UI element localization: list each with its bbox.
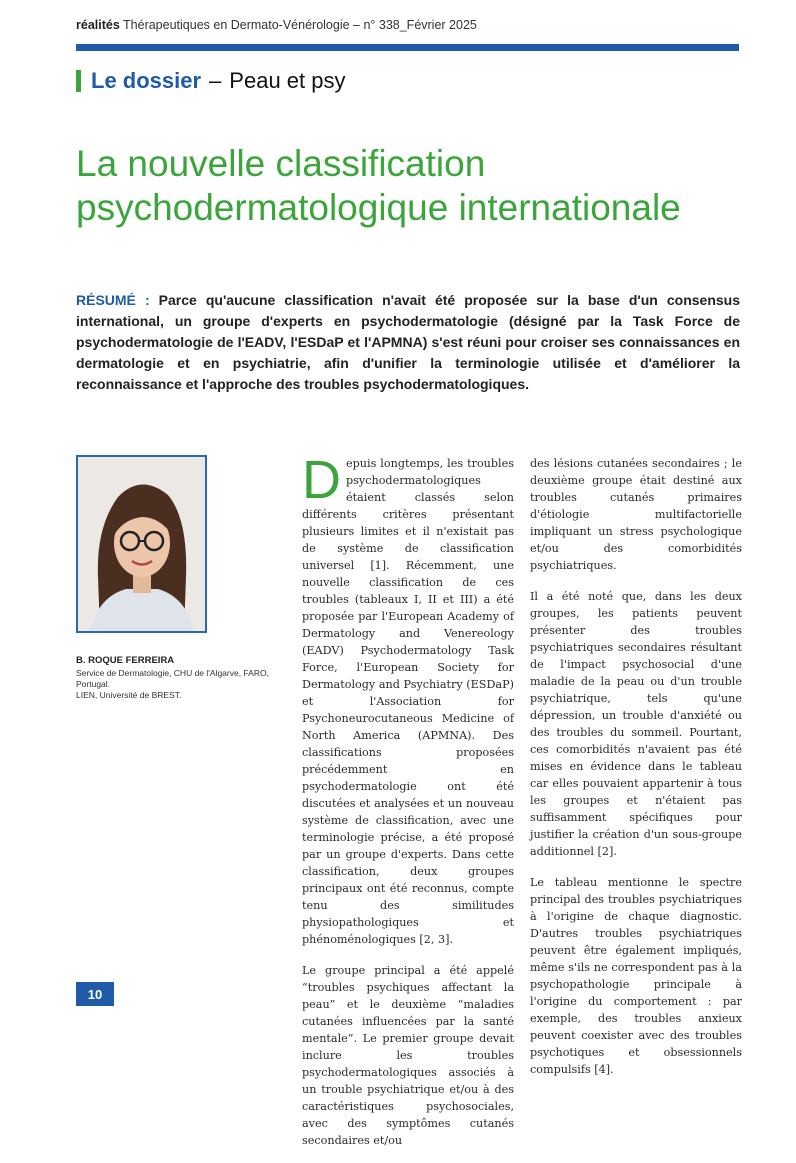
abstract [76, 290, 740, 395]
section-separator: – [209, 68, 222, 93]
author-portrait [78, 457, 205, 631]
header-rule [76, 44, 739, 51]
paragraph: Le tableau mentionne le spectre principal des troubles psychiatriques à l'origine de chaque diagnostic. D'autres troubles psychiatriques peuvent être également impliqués, même s'ils ne correspondent pas à la psychopathologie principale à l'origine du comportement : par exemple, des troubles anxieux peuvent coexister avec des troubles psychotiques et obsessionnels compulsifs [4]. [530, 876, 742, 1076]
article-title: La nouvelle classification psychodermatologique internationale [76, 143, 681, 228]
body-column-1 [302, 450, 514, 1163]
paragraph: Le groupe principal a été appelé “troubles psychiques affectant la peau” et le deuxième “maladies cutanées influencées par la santé mentale”. Le premier groupe devait inclure les troubles psychodermatologiques associés à un trouble psychiatrique et/ou à des caractéristiques psychosociales, avec des symptômes cutanés secondaires et/ou [302, 964, 514, 1147]
section-dossier: Le dossier [91, 68, 202, 93]
running-header [76, 18, 477, 32]
journal-brand: réalités [76, 18, 120, 32]
paragraph: des lésions cutanées secondaires ; le deuxième groupe était destiné aux troubles cutanés primaires d'étiologie multifactorielle impliquant un stress psychologique et/ou des comorbidités psychiatriques. [530, 457, 742, 572]
paragraph [302, 450, 514, 948]
page-number: 10 [76, 982, 114, 1006]
paragraph: Il a été noté que, dans les deux groupes, les patients peuvent présenter des troubles psychiatriques secondaires résultant de l'impact psychosocial d'une maladie de la peau ou d'un trouble psychiatrique, tels qu'une dépression, un trouble d'anxiété ou des troubles du sommeil. Pourtant, ces comorbidités n'avaient pas été mises en évidence dans le tableau car elles pouvaient appartenir à tous les groupes et n'étaient pas suffisamment spécifiques pour justifier la création d'un sous-groupe additionnel [2]. [530, 590, 742, 858]
section-marker [76, 70, 81, 92]
abstract-text: Parce qu'aucune classification n'avait été proposée sur la base d'un consensus international, un groupe d'experts en psychodermatologie (désigné par la Task Force de psychodermatologie de l'EADV, l'ESDaP et l'APMNA) s'est réuni pour croiser ses connaissances en dermatologie et en psychiatrie, afin d'unifier la terminologie utilisée et d'améliorer la reconnaissance et l'approche des troubles psychodermatologiques. [76, 292, 740, 392]
author-photo [76, 455, 207, 633]
abstract-label: RÉSUMÉ : [76, 292, 150, 308]
section-heading [76, 68, 345, 94]
paragraph-text: epuis longtemps, les troubles psychodermatologiques étaient classés selon différents critères présentant plusieurs limites et il n'existait pas de système de classification universel [1]. Récemment, une nouvelle classification de ces troubles (tableaux I, II et III) a été proposée par l'European Academy of Dermatology and Venereology (EADV) Psychodermatology Task Force, l'European Society for Dermatology and Psychiatry (ESDaP) et l'Association for Psychoneurocutaneous Medicine of North America (APMNA). Des classifications proposées précédemment en psychodermatologie ont été discutées et analysées et un nouveau système de classification, avec une terminologie précise, a été proposé par un groupe d'experts. Dans cette classification, deux groupes principaux ont été reconnus, compte tenu des similitudes physiopathologiques et phénoménologiques [2, 3]. [302, 457, 514, 946]
journal-issue: Thérapeutiques en Dermato-Vénérologie – n° 338_Février 2025 [123, 18, 477, 32]
body-column-2 [530, 455, 742, 1092]
author-name: B. ROQUE FERREIRA [76, 655, 175, 666]
author-affiliation-2: LIEN, Université de BREST. [76, 690, 182, 700]
section-topic: Peau et psy [229, 68, 346, 93]
author-affiliation-1: Service de Dermatologie, CHU de l'Algarve, FARO, Portugal. [76, 668, 269, 689]
drop-cap: D [302, 450, 341, 510]
author-caption [76, 655, 291, 701]
